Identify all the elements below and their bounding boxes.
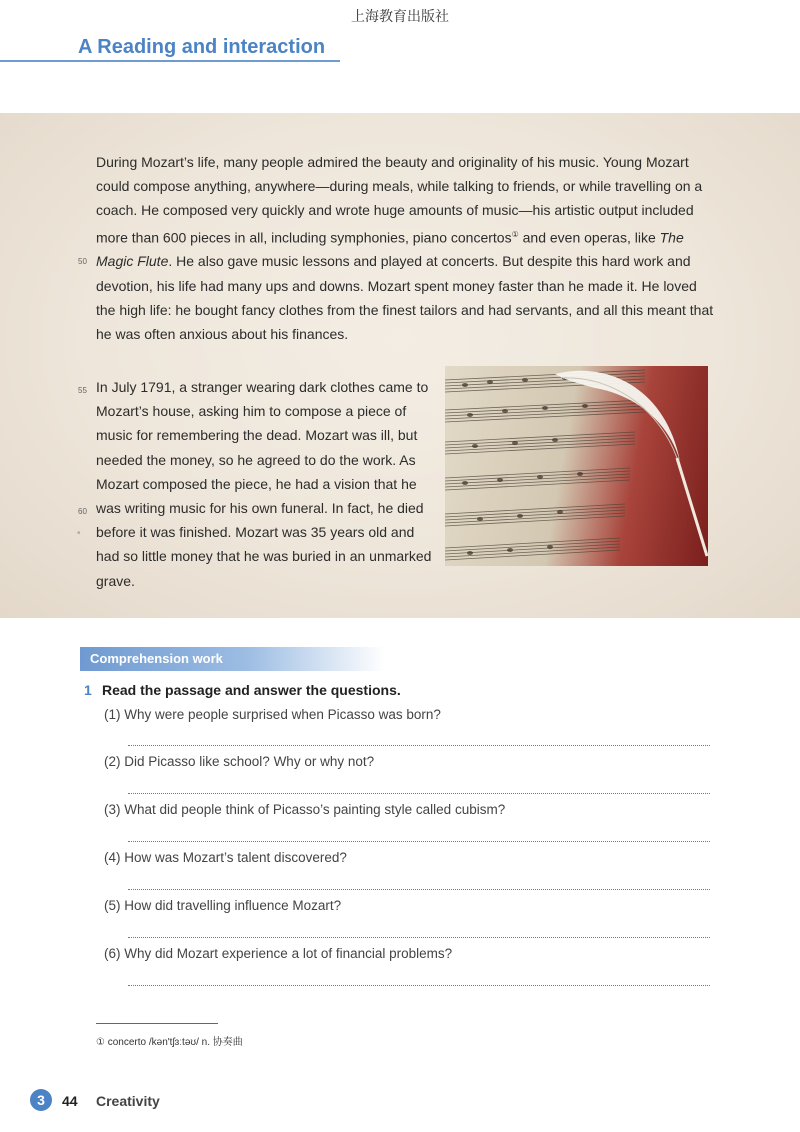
line-number: 55: [78, 386, 87, 395]
page-number: 44: [62, 1093, 78, 1109]
opera-title: The Magic Flute: [96, 229, 684, 270]
question-5: (5) How did travelling influence Mozart?: [104, 898, 342, 913]
unit-number-badge: 3: [30, 1089, 52, 1111]
passage-paragraph-2: In July 1791, a stranger wearing dark clothes came to Mozart’s house, asking him to compose a piece of music for remembering the dead. Mozart was ill, but needed the money, so he agreed to do the work. As Mozart composed the piece, he had a vision that he was writing music for his own funeral. In fact, he died before it was finished. Mozart was 35 years old and had so little money that he was buried in an unmarked grave.: [96, 379, 432, 589]
answer-line-3[interactable]: [128, 841, 710, 842]
answer-line-6[interactable]: [128, 985, 710, 986]
question-1: (1) Why were people surprised when Picasso was born?: [104, 707, 441, 722]
unit-title: Creativity: [96, 1093, 160, 1109]
answer-line-1[interactable]: [128, 745, 710, 746]
answer-line-4[interactable]: [128, 889, 710, 890]
comprehension-banner-label: Comprehension work: [90, 651, 223, 666]
answer-line-2[interactable]: [128, 793, 710, 794]
line-number: 60: [78, 507, 87, 516]
comprehension-banner: [80, 647, 385, 671]
passage-paragraph-1: [96, 150, 714, 346]
question-2: (2) Did Picasso like school? Why or why not?: [104, 754, 375, 769]
answer-line-5[interactable]: [128, 937, 710, 938]
passage-text: . He also gave music lessons and played at concerts. But despite this hard work and devotion, his life had many ups and downs. Mozart spent money faster than he made it. He loved the high life: he bought fancy clothes from the finest tailors and had servants, and all this meant that he was often anxious about his finances.: [96, 253, 714, 343]
margin-mark: •: [77, 528, 81, 539]
sheet-music-illustration: [445, 366, 708, 566]
task-instruction: Read the passage and answer the questions.: [102, 682, 401, 698]
section-heading: A Reading and interaction: [78, 36, 326, 58]
question-4: (4) How was Mozart’s talent discovered?: [104, 850, 347, 865]
footnote-rule: [96, 1023, 218, 1024]
task-number: 1: [84, 682, 92, 698]
footnote: ① concerto /kən'tʃɜːtəʊ/ n. 协奏曲: [96, 1037, 243, 1048]
passage-text: and even operas, like: [518, 229, 660, 246]
sheet-music-quill-photo: [445, 366, 708, 566]
publisher-name: 上海教育出版社: [351, 9, 449, 25]
section-heading-rule: [0, 60, 340, 62]
footnote-marker: ①: [511, 229, 519, 239]
question-3: (3) What did people think of Picasso’s painting style called cubism?: [104, 802, 506, 817]
passage-text: During Mozart’s life, many people admired the beauty and originality of his music. Young Mozart could compose anything, anywhere—during meals, while talking to friends, or while travelling on a coach. He composed very quickly and wrote huge amounts of music—his artistic output included more than 600 pieces in all, including symphonies, piano concertos: [96, 154, 703, 246]
line-number: 50: [78, 257, 87, 266]
question-6: (6) Why did Mozart experience a lot of financial problems?: [104, 946, 453, 961]
